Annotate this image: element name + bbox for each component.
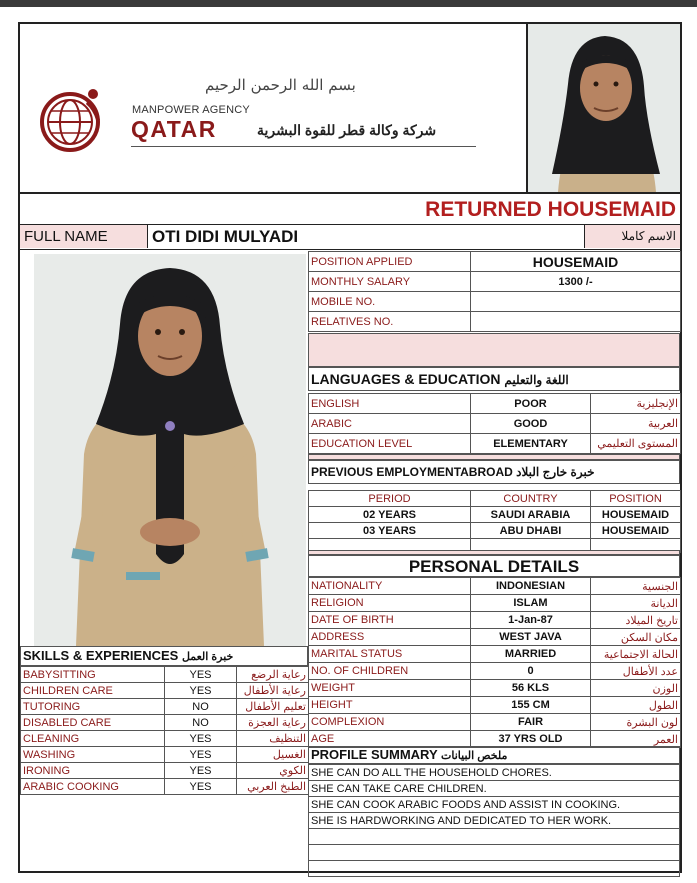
skill-name: WASHING bbox=[21, 747, 165, 763]
marital-status-value: MARRIED bbox=[471, 646, 591, 663]
arabic-label: ARABIC bbox=[309, 414, 471, 434]
languages-heading bbox=[308, 367, 680, 391]
table-row bbox=[309, 731, 681, 748]
skills-title: SKILLS & EXPERIENCES bbox=[23, 648, 179, 663]
full-name-value: OTI DIDI MULYADI bbox=[152, 227, 299, 246]
table-row bbox=[21, 715, 309, 731]
children-value: 0 bbox=[471, 663, 591, 680]
table-header-row bbox=[309, 491, 681, 507]
profile-line bbox=[309, 829, 680, 845]
job-table bbox=[308, 251, 681, 332]
portrait-illustration bbox=[528, 24, 680, 192]
nationality-value: INDONESIAN bbox=[471, 578, 591, 595]
skill-value: YES bbox=[165, 667, 237, 683]
skill-arabic: الغسيل bbox=[237, 747, 309, 763]
skill-arabic: التنظيف bbox=[237, 731, 309, 747]
period-cell: 03 YEARS bbox=[309, 523, 471, 539]
table-row bbox=[21, 731, 309, 747]
full-name-arabic: الاسم كاملا bbox=[584, 225, 680, 248]
complexion-label: COMPLEXION bbox=[309, 714, 471, 731]
nationality-arabic: الجنسية bbox=[591, 578, 681, 595]
agency-name-arabic: شركة وكالة قطر للقوة البشرية bbox=[257, 122, 437, 138]
full-body-photo bbox=[34, 254, 306, 646]
employment-title-arabic: خبرة خارج البلاد bbox=[516, 465, 595, 479]
skill-arabic: رعاية الأطفال bbox=[237, 683, 309, 699]
portrait-photo bbox=[526, 24, 680, 192]
spacer-bar bbox=[308, 333, 680, 367]
table-row bbox=[309, 523, 681, 539]
skills-heading bbox=[20, 646, 308, 666]
children-arabic: عدد الأطفال bbox=[591, 663, 681, 680]
period-cell: 02 YEARS bbox=[309, 507, 471, 523]
position-cell: HOUSEMAID bbox=[591, 523, 681, 539]
table-row bbox=[309, 312, 681, 332]
skill-arabic: الطبخ العربي bbox=[237, 779, 309, 795]
agency-subtitle: MANPOWER AGENCY bbox=[132, 104, 250, 116]
weight-arabic: الوزن bbox=[591, 680, 681, 697]
salary-label: MONTHLY SALARY bbox=[309, 272, 471, 292]
profile-title: PROFILE SUMMARY bbox=[311, 747, 438, 762]
education-value: ELEMENTARY bbox=[471, 434, 591, 454]
profile-line: SHE CAN COOK ARABIC FOODS AND ASSIST IN COOKING. bbox=[309, 797, 680, 813]
position-cell: HOUSEMAID bbox=[591, 507, 681, 523]
table-row bbox=[309, 578, 681, 595]
table-row bbox=[309, 829, 680, 845]
languages-title-arabic: اللغة والتعليم bbox=[504, 373, 569, 387]
complexion-arabic: لون البشرة bbox=[591, 714, 681, 731]
table-row bbox=[309, 292, 681, 312]
table-row bbox=[309, 781, 680, 797]
skill-value: NO bbox=[165, 715, 237, 731]
skill-arabic: رعاية العجزة bbox=[237, 715, 309, 731]
skill-name: ARABIC COOKING bbox=[21, 779, 165, 795]
personal-details-heading: PERSONAL DETAILS bbox=[308, 555, 680, 577]
religion-value: ISLAM bbox=[471, 595, 591, 612]
skill-arabic: رعاية الرضع bbox=[237, 667, 309, 683]
arabic-value: GOOD bbox=[471, 414, 591, 434]
height-value: 155 CM bbox=[471, 697, 591, 714]
english-label: ENGLISH bbox=[309, 394, 471, 414]
age-value: 37 YRS OLD bbox=[471, 731, 591, 748]
table-row bbox=[21, 699, 309, 715]
table-row bbox=[309, 507, 681, 523]
skill-name: TUTORING bbox=[21, 699, 165, 715]
profile-line: SHE CAN DO ALL THE HOUSEHOLD CHORES. bbox=[309, 765, 680, 781]
profile-summary-heading bbox=[308, 746, 680, 764]
table-row bbox=[309, 595, 681, 612]
table-row bbox=[309, 697, 681, 714]
table-row bbox=[21, 779, 309, 795]
country-header: COUNTRY bbox=[471, 491, 591, 507]
agency-logo-area bbox=[20, 24, 525, 192]
skill-value: NO bbox=[165, 699, 237, 715]
age-label: AGE bbox=[309, 731, 471, 748]
profile-line: SHE IS HARDWORKING AND DEDICATED TO HER WORK. bbox=[309, 813, 680, 829]
profile-summary-table bbox=[308, 764, 680, 877]
skill-name: CHILDREN CARE bbox=[21, 683, 165, 699]
full-name-label: FULL NAME bbox=[20, 225, 148, 248]
children-label: NO. OF CHILDREN bbox=[309, 663, 471, 680]
table-row bbox=[309, 680, 681, 697]
profile-title-arabic: ملخص البيانات bbox=[441, 750, 508, 762]
table-row bbox=[309, 714, 681, 731]
skill-name: IRONING bbox=[21, 763, 165, 779]
cv-page bbox=[18, 22, 682, 873]
table-row bbox=[309, 414, 681, 434]
table-row bbox=[309, 845, 680, 861]
english-value: POOR bbox=[471, 394, 591, 414]
table-row bbox=[309, 663, 681, 680]
religion-arabic: الديانة bbox=[591, 595, 681, 612]
salary-value: 1300 /- bbox=[471, 272, 681, 292]
marital-status-label: MARITAL STATUS bbox=[309, 646, 471, 663]
table-row bbox=[21, 763, 309, 779]
top-bar bbox=[0, 0, 697, 7]
table-row bbox=[309, 272, 681, 292]
skill-value: YES bbox=[165, 683, 237, 699]
table-row bbox=[21, 667, 309, 683]
weight-label: WEIGHT bbox=[309, 680, 471, 697]
header bbox=[20, 24, 680, 194]
complexion-value: FAIR bbox=[471, 714, 591, 731]
nationality-label: NATIONALITY bbox=[309, 578, 471, 595]
position-header: POSITION bbox=[591, 491, 681, 507]
table-row bbox=[309, 861, 680, 877]
religion-label: RELIGION bbox=[309, 595, 471, 612]
relatives-value bbox=[471, 312, 681, 332]
education-label: EDUCATION LEVEL bbox=[309, 434, 471, 454]
address-value: WEST JAVA bbox=[471, 629, 591, 646]
skill-name: CLEANING bbox=[21, 731, 165, 747]
table-row bbox=[309, 394, 681, 414]
english-arabic: الإنجليزية bbox=[591, 394, 681, 414]
arabic-arabic: العربية bbox=[591, 414, 681, 434]
period-header: PERIOD bbox=[309, 491, 471, 507]
dob-arabic: تاريخ الميلاد bbox=[591, 612, 681, 629]
education-arabic: المستوى التعليمي bbox=[591, 434, 681, 454]
table-row bbox=[309, 434, 681, 454]
languages-title: LANGUAGES & EDUCATION bbox=[311, 371, 501, 387]
skills-table bbox=[20, 666, 309, 795]
skill-arabic: تعليم الأطفال bbox=[237, 699, 309, 715]
full-name-row bbox=[20, 224, 680, 250]
height-label: HEIGHT bbox=[309, 697, 471, 714]
dob-label: DATE OF BIRTH bbox=[309, 612, 471, 629]
skill-arabic: الكوي bbox=[237, 763, 309, 779]
agency-name: QATAR bbox=[131, 116, 217, 142]
skill-value: YES bbox=[165, 763, 237, 779]
table-row bbox=[309, 252, 681, 272]
position-label: POSITION APPLIED bbox=[309, 252, 471, 272]
position-value: HOUSEMAID bbox=[471, 252, 681, 272]
profile-line bbox=[309, 845, 680, 861]
country-cell: ABU DHABI bbox=[471, 523, 591, 539]
employment-table bbox=[308, 490, 681, 553]
address-arabic: مكان السكن bbox=[591, 629, 681, 646]
globe-logo-icon bbox=[38, 86, 104, 152]
marital-status-arabic: الحالة الاجتماعية bbox=[591, 646, 681, 663]
skill-value: YES bbox=[165, 731, 237, 747]
table-row bbox=[21, 747, 309, 763]
bismillah-calligraphy: بسم الله الرحمن الرحيم bbox=[205, 76, 356, 94]
country-cell: SAUDI ARABIA bbox=[471, 507, 591, 523]
table-row bbox=[309, 797, 680, 813]
address-label: ADDRESS bbox=[309, 629, 471, 646]
relatives-label: RELATIVES NO. bbox=[309, 312, 471, 332]
skills-title-arabic: خبرة العمل bbox=[181, 651, 234, 663]
employment-title: PREVIOUS EMPLOYMENTABROAD bbox=[311, 465, 513, 479]
skill-value: YES bbox=[165, 779, 237, 795]
languages-table bbox=[308, 393, 681, 454]
age-arabic: العمر bbox=[591, 731, 681, 748]
table-row bbox=[309, 629, 681, 646]
profile-line bbox=[309, 861, 680, 877]
dob-value: 1-Jan-87 bbox=[471, 612, 591, 629]
table-row bbox=[309, 612, 681, 629]
mobile-label: MOBILE NO. bbox=[309, 292, 471, 312]
skill-name: BABYSITTING bbox=[21, 667, 165, 683]
height-arabic: الطول bbox=[591, 697, 681, 714]
table-row bbox=[309, 765, 680, 781]
table-row bbox=[21, 683, 309, 699]
table-row bbox=[309, 646, 681, 663]
document-title: RETURNED HOUSEMAID bbox=[425, 198, 676, 221]
personal-table bbox=[308, 577, 681, 748]
skill-name: DISABLED CARE bbox=[21, 715, 165, 731]
mobile-value bbox=[471, 292, 681, 312]
profile-line: SHE CAN TAKE CARE CHILDREN. bbox=[309, 781, 680, 797]
weight-value: 56 KLS bbox=[471, 680, 591, 697]
skill-value: YES bbox=[165, 747, 237, 763]
agency-underline bbox=[131, 146, 476, 147]
full-body-illustration bbox=[34, 254, 306, 646]
employment-heading bbox=[308, 460, 680, 484]
table-row bbox=[309, 813, 680, 829]
